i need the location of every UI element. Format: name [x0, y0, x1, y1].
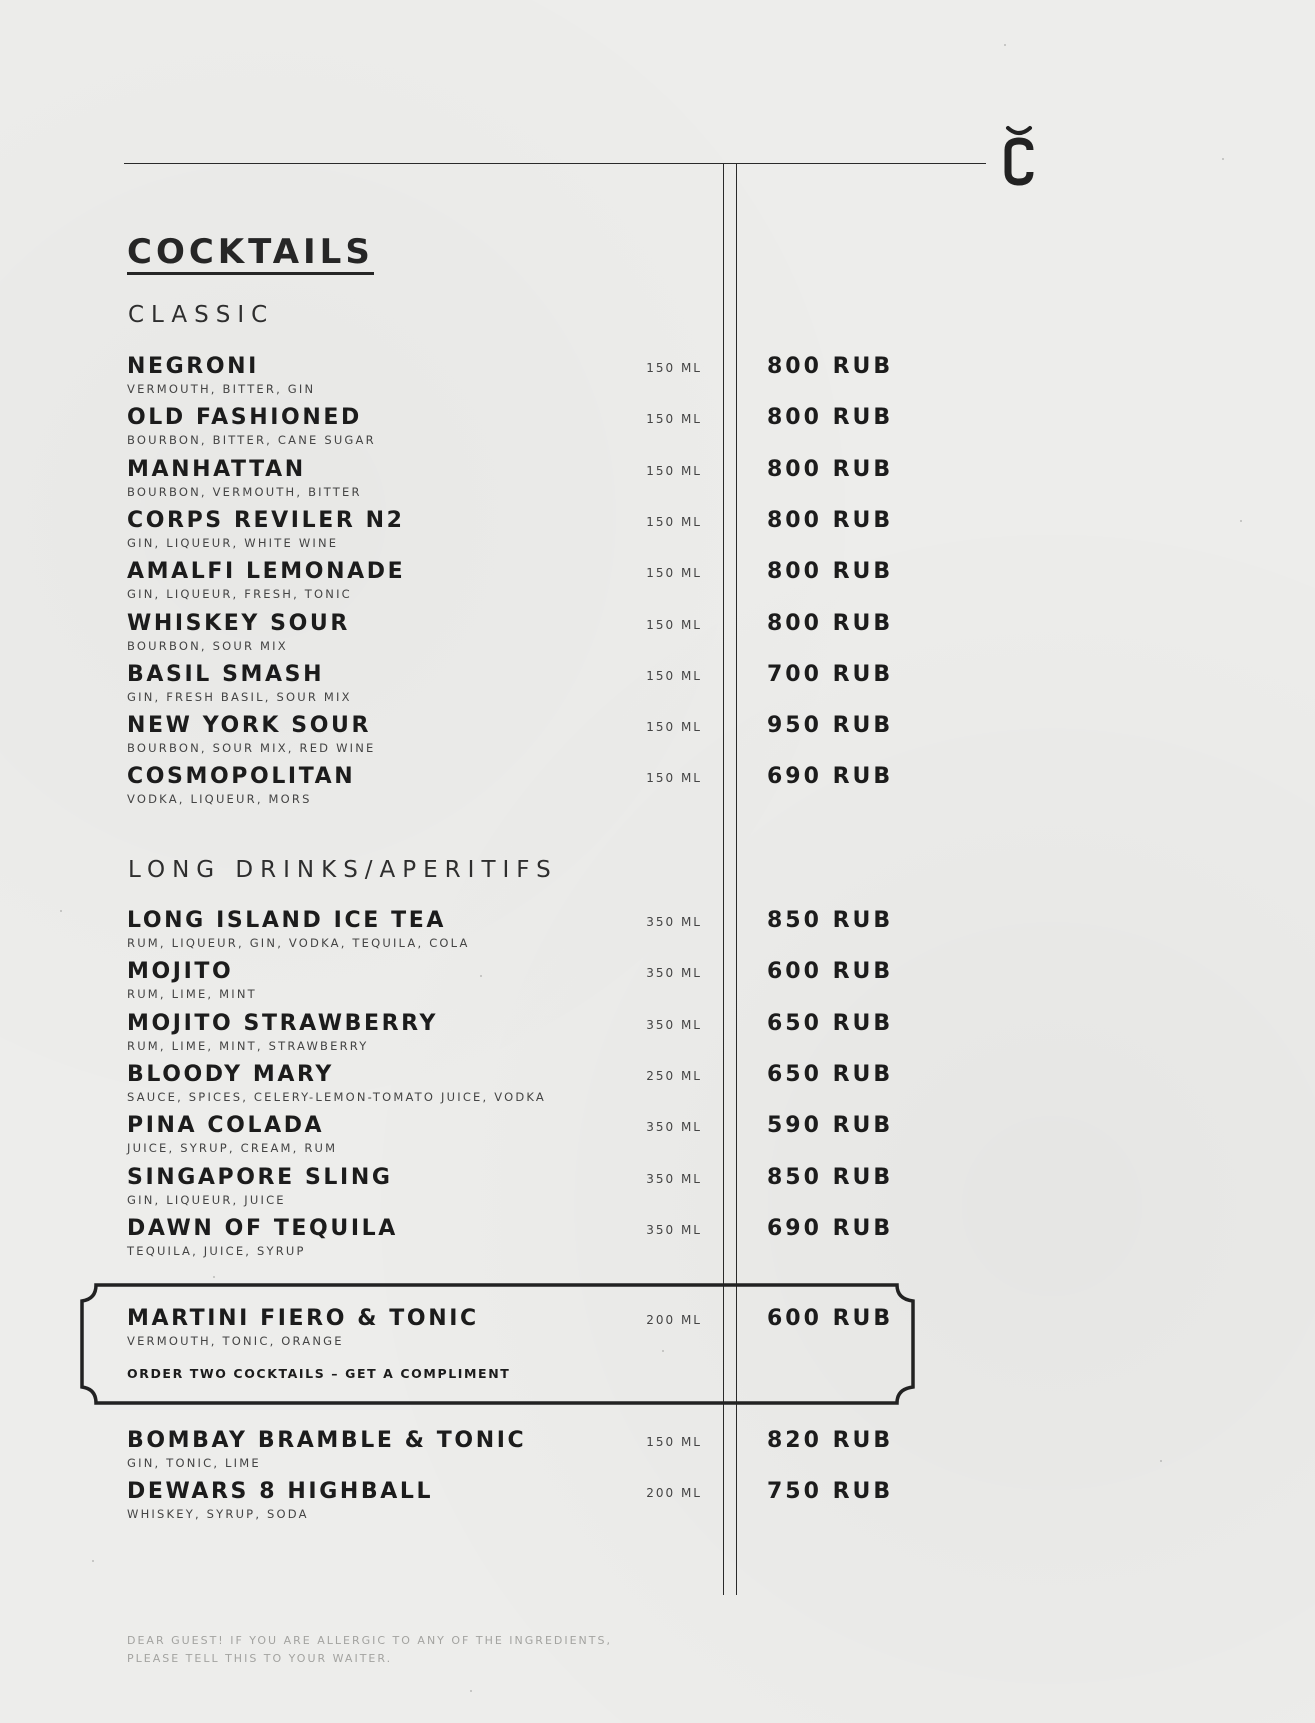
item-name: DEWARS 8 HIGHBALL	[127, 1479, 434, 1505]
section-heading-classic: CLASSIC	[128, 302, 275, 328]
item-price: 850 RUB	[767, 1164, 894, 1190]
footnote-line-1: DEAR GUEST! IF YOU ARE ALLERGIC TO ANY OF THE INGREDIENTS,	[127, 1634, 612, 1647]
item-price: 800 RUB	[767, 610, 894, 636]
item-volume: 150 ML	[646, 514, 702, 529]
menu-item	[0, 611, 1315, 661]
item-name: MARTINI FIERO & TONIC	[127, 1306, 479, 1331]
item-price: 600 RUB	[767, 1306, 894, 1331]
item-price: 950 RUB	[767, 713, 894, 739]
item-volume: 200 ML	[646, 1486, 702, 1501]
item-ingredients: VERMOUTH, TONIC, ORANGE	[127, 1334, 344, 1348]
item-name: MANHATTAN	[127, 456, 306, 482]
item-volume: 150 ML	[646, 668, 702, 683]
menu-item	[0, 354, 1315, 404]
menu-item	[0, 1428, 1315, 1478]
item-ingredients: GIN, TONIC, LIME	[127, 1456, 261, 1470]
item-price: 800 RUB	[767, 507, 894, 533]
item-volume: 150 ML	[646, 771, 702, 786]
item-price: 700 RUB	[767, 661, 894, 687]
item-price: 650 RUB	[767, 1010, 894, 1036]
menu-item	[0, 713, 1315, 763]
item-volume: 250 ML	[646, 1068, 702, 1083]
item-name: COSMOPOLITAN	[127, 764, 356, 790]
menu-item	[0, 1062, 1315, 1112]
item-name: MOJITO STRAWBERRY	[127, 1010, 439, 1036]
menu-item	[0, 764, 1315, 814]
item-price: 800 RUB	[767, 456, 894, 482]
item-price: 800 RUB	[767, 354, 894, 379]
item-volume: 350 ML	[646, 1171, 702, 1186]
item-ingredients: GIN, LIQUEUR, FRESH, TONIC	[127, 587, 352, 602]
item-ingredients: WHISKEY, SYRUP, SODA	[127, 1507, 309, 1522]
item-ingredients: RUM, LIQUEUR, GIN, VODKA, TEQUILA, COLA	[127, 936, 470, 950]
item-ingredients: RUM, LIME, MINT, STRAWBERRY	[127, 1038, 369, 1053]
top-divider	[124, 163, 986, 164]
item-volume: 350 ML	[646, 915, 702, 929]
item-name: LONG ISLAND ICE TEA	[127, 908, 446, 933]
item-ingredients: JUICE, SYRUP, CREAM, RUM	[127, 1141, 338, 1156]
item-name: OLD FASHIONED	[127, 405, 362, 431]
item-volume: 150 ML	[646, 617, 702, 632]
item-volume: 350 ML	[646, 966, 702, 981]
item-name: SINGAPORE SLING	[127, 1164, 393, 1190]
menu-title: COCKTAILS	[127, 232, 374, 275]
item-volume: 350 ML	[646, 1120, 702, 1135]
item-name: BLOODY MARY	[127, 1061, 334, 1087]
item-name: NEW YORK SOUR	[127, 713, 372, 739]
item-name: NEGRONI	[127, 354, 259, 379]
item-ingredients: BOURBON, SOUR MIX	[127, 638, 288, 653]
item-name: CORPS REVILER N2	[127, 507, 405, 533]
item-volume: 150 ML	[646, 361, 702, 375]
item-price: 850 RUB	[767, 908, 894, 933]
menu-item	[0, 1479, 1315, 1529]
item-price: 800 RUB	[767, 559, 894, 585]
item-volume: 150 ML	[646, 412, 702, 427]
item-name: AMALFI LEMONADE	[127, 559, 406, 585]
item-name: BASIL SMASH	[127, 661, 325, 687]
item-ingredients: VERMOUTH, BITTER, GIN	[127, 382, 316, 396]
menu-item	[0, 662, 1315, 712]
menu-item	[0, 559, 1315, 609]
special-item	[0, 1306, 1315, 1356]
menu-item	[0, 908, 1315, 958]
menu-item	[0, 959, 1315, 1009]
menu-item	[0, 457, 1315, 507]
item-price: 800 RUB	[767, 405, 894, 431]
brand-logo-icon	[1002, 124, 1036, 188]
item-name: MOJITO	[127, 959, 234, 985]
item-volume: 150 ML	[646, 463, 702, 478]
item-name: WHISKEY SOUR	[127, 610, 350, 636]
item-ingredients: BOURBON, BITTER, CANE SUGAR	[127, 433, 376, 448]
footnote-line-2: PLEASE TELL THIS TO YOUR WAITER.	[127, 1652, 393, 1665]
menu-item	[0, 1011, 1315, 1061]
item-price: 820 RUB	[767, 1428, 894, 1453]
allergy-footnote	[127, 1632, 612, 1668]
item-price: 750 RUB	[767, 1479, 894, 1505]
item-ingredients: RUM, LIME, MINT	[127, 987, 257, 1002]
item-price: 590 RUB	[767, 1113, 894, 1139]
item-volume: 350 ML	[646, 1222, 702, 1237]
item-ingredients: BOURBON, VERMOUTH, BITTER	[127, 484, 362, 499]
item-ingredients: GIN, FRESH BASIL, SOUR MIX	[127, 689, 352, 704]
item-name: DAWN OF TEQUILA	[127, 1215, 398, 1241]
item-price: 650 RUB	[767, 1061, 894, 1087]
item-ingredients: TEQUILA, JUICE, SYRUP	[127, 1243, 306, 1258]
item-volume: 200 ML	[646, 1313, 702, 1327]
special-promo-text: ORDER TWO COCKTAILS – GET A COMPLIMENT	[127, 1366, 511, 1381]
item-volume: 150 ML	[646, 1435, 702, 1449]
section-heading-long-drinks: LONG DRINKS/APERITIFS	[128, 857, 558, 883]
menu-item	[0, 508, 1315, 558]
item-price: 600 RUB	[767, 959, 894, 985]
item-ingredients: BOURBON, SOUR MIX, RED WINE	[127, 741, 376, 756]
menu-item	[0, 405, 1315, 455]
item-price: 690 RUB	[767, 764, 894, 790]
menu-item	[0, 1113, 1315, 1163]
item-name: PINA COLADA	[127, 1113, 325, 1139]
item-name: BOMBAY BRAMBLE & TONIC	[127, 1428, 527, 1453]
item-volume: 150 ML	[646, 566, 702, 581]
item-ingredients: SAUCE, SPICES, CELERY-LEMON-TOMATO JUICE, VODKA	[127, 1089, 547, 1104]
item-ingredients: GIN, LIQUEUR, JUICE	[127, 1192, 286, 1207]
menu-item	[0, 1165, 1315, 1215]
item-ingredients: GIN, LIQUEUR, WHITE WINE	[127, 535, 339, 550]
item-volume: 350 ML	[646, 1017, 702, 1032]
item-volume: 150 ML	[646, 720, 702, 735]
item-ingredients: VODKA, LIQUEUR, MORS	[127, 792, 312, 807]
item-price: 690 RUB	[767, 1215, 894, 1241]
menu-item	[0, 1216, 1315, 1266]
